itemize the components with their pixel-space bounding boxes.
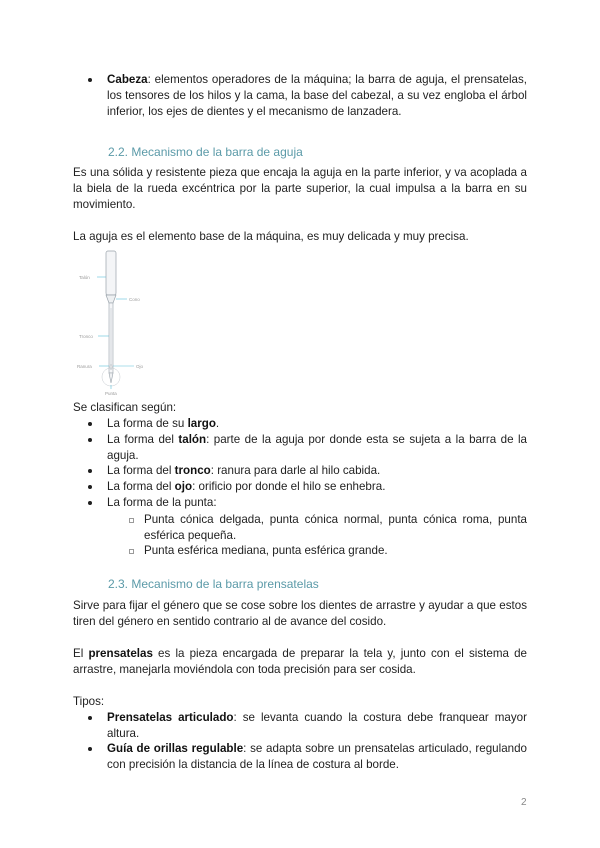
- prensatelas-paragraph: Sirve para fijar el género que se cose sobre los dientes de arrastre y ayudar a que estos tiren del género en sentido contrario al de avance del cosido.: [73, 599, 527, 628]
- bullet-dot: [88, 747, 92, 751]
- document-page: Cabeza: elementos operadores de la máquina; la barra de aguja, el prensatelas, los tensores de los hilos y la cama, la base del cabezal, a su vez engloba el árbol inferior, los ejes de dientes y el mecanismo de lanzadera. 2.2. Mecanismo de la barra de aguja Es una sólida y resistente pieza que encaja la aguja en la parte inferior, y va acoplada a la biela de la rueda excéntrica por la parte superior, la cual impulsa a la barra en su movimiento. La aguja es el elemento base de la máquina, es muy delicada y muy precisa. Talón Cono Tronco Ranura Ojo Punta Se clasifican según: La forma de su largo. La forma del talón: parte de la aguja por donde esta se sujeta a la barra de la aguja. La forma del tronco: ranura para darle al hilo cabida. La forma del ojo: orificio por donde el hilo se enhebra. La forma de la punta: Punta cónica delgada, punta cónica normal, punta cónica roma, punta esférica pequeña. Punta esférica mediana, punta esférica grande. 2.3. Mecanismo de la barra prensatelas Sirve para fijar el género que se cose sobre los dientes de arrastre y ayudar a que estos tiren del género en sentido contrario al de avance del cosido. El prensatelas es la pieza encargada de preparar la tela y, junto con el sistema de arrastre, manejarla moviéndola con toda precisión para ser cosida. Tipos: Prensatelas articulado: se levanta cuando la costura debe franquear mayor altura. Guía de orillas regulable: se adapta sobre un prensatelas articulado, regulando con precisión la distancia de la línea de costura al borde. 2: [73, 73, 528, 808]
- label-ranura: Ranura: [77, 364, 92, 369]
- barra-aguja-paragraph: Es una sólida y resistente pieza que encaja la aguja en la parte inferior, y va acoplada a la biela de la rueda excéntrica por la parte superior, la cual impulsa a la barra en su movimiento.: [73, 166, 527, 211]
- bullet-dot: [88, 469, 92, 473]
- bullet-dot: [88, 485, 92, 489]
- label-talon: Talón: [79, 275, 90, 280]
- section-2-2-heading: 2.2. Mecanismo de la barra de aguja: [108, 145, 303, 159]
- label-cono: Cono: [129, 297, 140, 302]
- prensatelas-definition: El prensatelas es la pieza encargada de preparar la tela y, junto con el sistema de arrastre, manejarla moviéndola con toda precisión para ser cosida.: [73, 647, 527, 676]
- section-2-3-heading: 2.3. Mecanismo de la barra prensatelas: [108, 577, 319, 591]
- needle-shank: [106, 251, 116, 295]
- bullet-dot: [88, 716, 92, 720]
- sub-bullet-marker: [129, 518, 134, 523]
- cabeza-text: Cabeza: elementos operadores de la máquina; la barra de aguja, el prensatelas, los tensores de los hilos y la cama, la base del cabezal, a su vez engloba el árbol inferior, los ejes de dientes y el mecanismo de lanzadera.: [107, 73, 527, 118]
- classify-intro: Se clasifican según:: [73, 401, 177, 414]
- needle-cone: [106, 295, 116, 303]
- page-number: 2: [521, 797, 527, 808]
- bullet-dot: [88, 78, 92, 82]
- bullet-dot: [88, 422, 92, 426]
- bullet-dot: [88, 438, 92, 442]
- needle-point: [109, 373, 113, 383]
- aguja-paragraph: La aguja es el elemento base de la máquina, es muy delicada y muy precisa.: [73, 230, 469, 243]
- needle-diagram: [73, 248, 163, 398]
- sub-bullet-marker: [129, 549, 134, 554]
- label-ojo: Ojo: [136, 364, 144, 369]
- needle-eye: [110, 365, 112, 370]
- label-punta: Punta: [105, 391, 117, 396]
- cabeza-term: Cabeza: [107, 73, 148, 86]
- bullet-dot: [88, 501, 92, 505]
- tipos-intro: Tipos:: [73, 695, 105, 708]
- label-tronco: Tronco: [79, 334, 93, 339]
